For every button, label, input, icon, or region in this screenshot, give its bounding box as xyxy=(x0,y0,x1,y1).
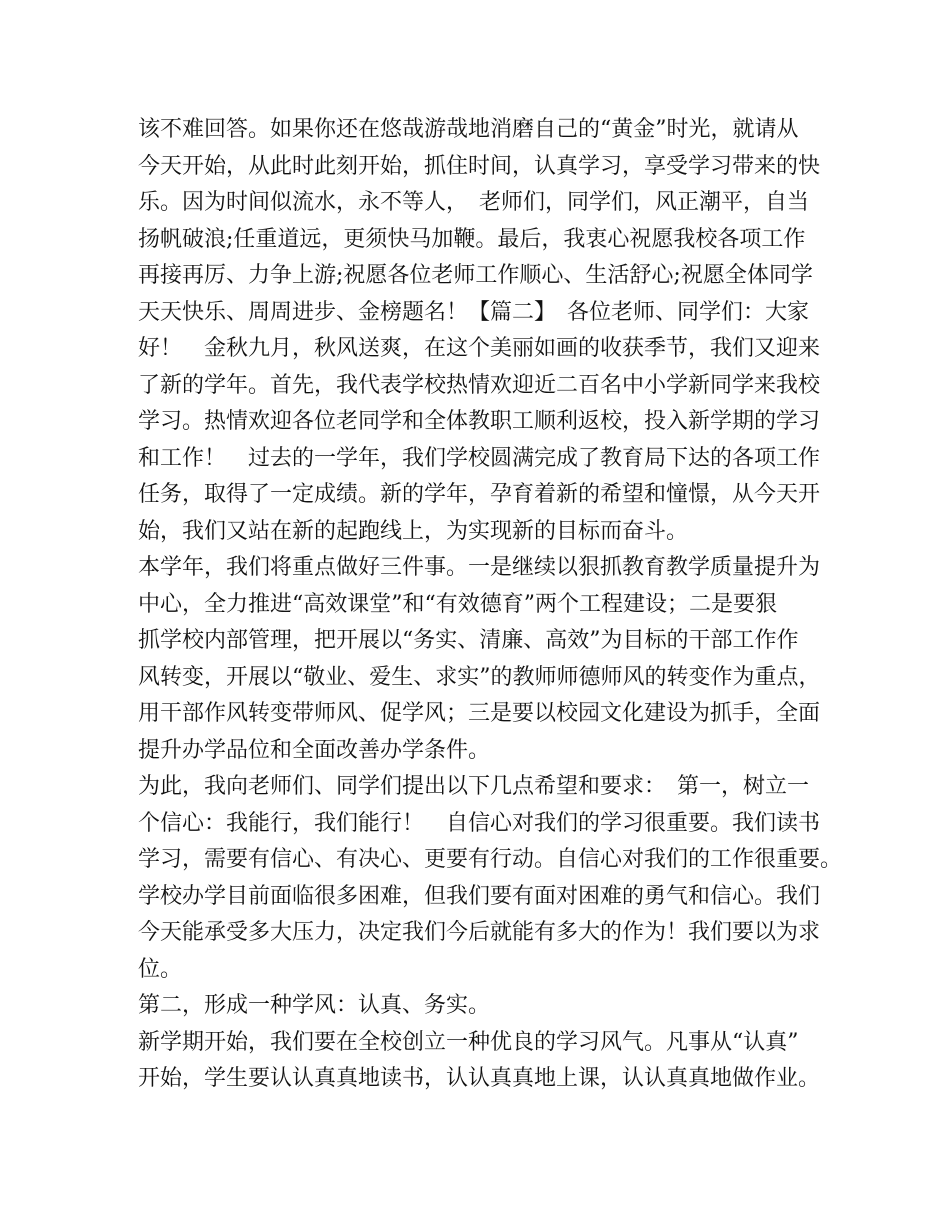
text-line: 乐。因为时间似流水，永不等人， 老师们，同学们，风正潮平，自当 xyxy=(138,190,810,215)
document-body xyxy=(138,112,843,1098)
text-line: 始，我们又站在新的起跑线上，为实现新的目标而奋斗。 xyxy=(138,518,689,544)
text-line: 扬帆破浪;任重道远，更须快马加鞭。最后，我衷心祝愿我校各项工作 xyxy=(138,226,806,252)
text-line: 好！ 金秋九月，秋风送爽，在这个美丽如画的收获季节，我们又迎来 xyxy=(138,336,821,361)
text-line: 第二，形成一种学风：认真、务实。 xyxy=(138,993,491,1018)
text-line: 提升办学品位和全面改善办学条件。 xyxy=(138,737,491,763)
text-line: 今天开始，从此时此刻开始，抓住时间，认真学习，享受学习带来的快 xyxy=(138,153,821,179)
text-line: 中心，全力推进“高效课堂”和“有效德育”两个工程建设；二是要狠 xyxy=(138,591,777,617)
text-line: 学习。热情欢迎各位老同学和全体教职工顺利返校，投入新学期的学习 xyxy=(138,409,821,434)
text-line: 今天能承受多大压力，决定我们今后就能有多大的作为！我们要以为求 xyxy=(138,920,821,945)
text-line: 位。 xyxy=(138,956,183,982)
text-line: 和工作！ 过去的一学年，我们学校圆满完成了教育局下达的各项工作 xyxy=(138,445,821,471)
text-line: 学校办学目前面临很多困难，但我们要有面对困难的勇气和信心。我们 xyxy=(138,883,821,909)
text-line: 任务，取得了一定成绩。新的学年，孕育着新的希望和憧憬，从今天开 xyxy=(138,482,821,507)
text-line: 了新的学年。首先，我代表学校热情欢迎近二百名中小学新同学来我校 xyxy=(138,372,821,398)
text-line: 用干部作风转变带师风、促学风；三是要以校园文化建设为抓手，全面 xyxy=(138,701,821,726)
text-line: 开始，学生要认认真真地读书，认认真真地上课，认认真真地做作业。 xyxy=(138,1066,821,1091)
text-line: 本学年，我们将重点做好三件事。一是继续以狠抓教育教学质量提升为 xyxy=(138,555,821,580)
text-line: 为此，我向老师们、同学们提出以下几点希望和要求： 第一，树立一 xyxy=(138,774,810,799)
text-line: 抓学校内部管理，把开展以“务实、清廉、高效”为目标的干部工作作 xyxy=(138,628,799,653)
text-line: 该不难回答。如果你还在悠哉游哉地消磨自己的“黄金”时光，就请从 xyxy=(138,117,799,142)
text-line: 新学期开始，我们要在全校创立一种优良的学习风气。凡事从“认真” xyxy=(138,1029,799,1055)
text-line: 风转变，开展以“敬业、爱生、求实”的教师师德师风的转变作为重点， xyxy=(138,664,821,690)
text-line: 天天快乐、周周进步、金榜题名！【篇二】 各位老师、同学们：大家 xyxy=(138,299,810,325)
text-line: 个信心：我能行，我们能行！ 自信心对我们的学习很重要。我们读书 xyxy=(138,810,821,836)
text-line: 再接再厉、力争上游;祝愿各位老师工作顺心、生活舒心;祝愿全体同学 xyxy=(138,263,813,288)
text-line: 学习，需要有信心、有决心、更要有行动。自信心对我们的工作很重要。 xyxy=(138,847,843,872)
